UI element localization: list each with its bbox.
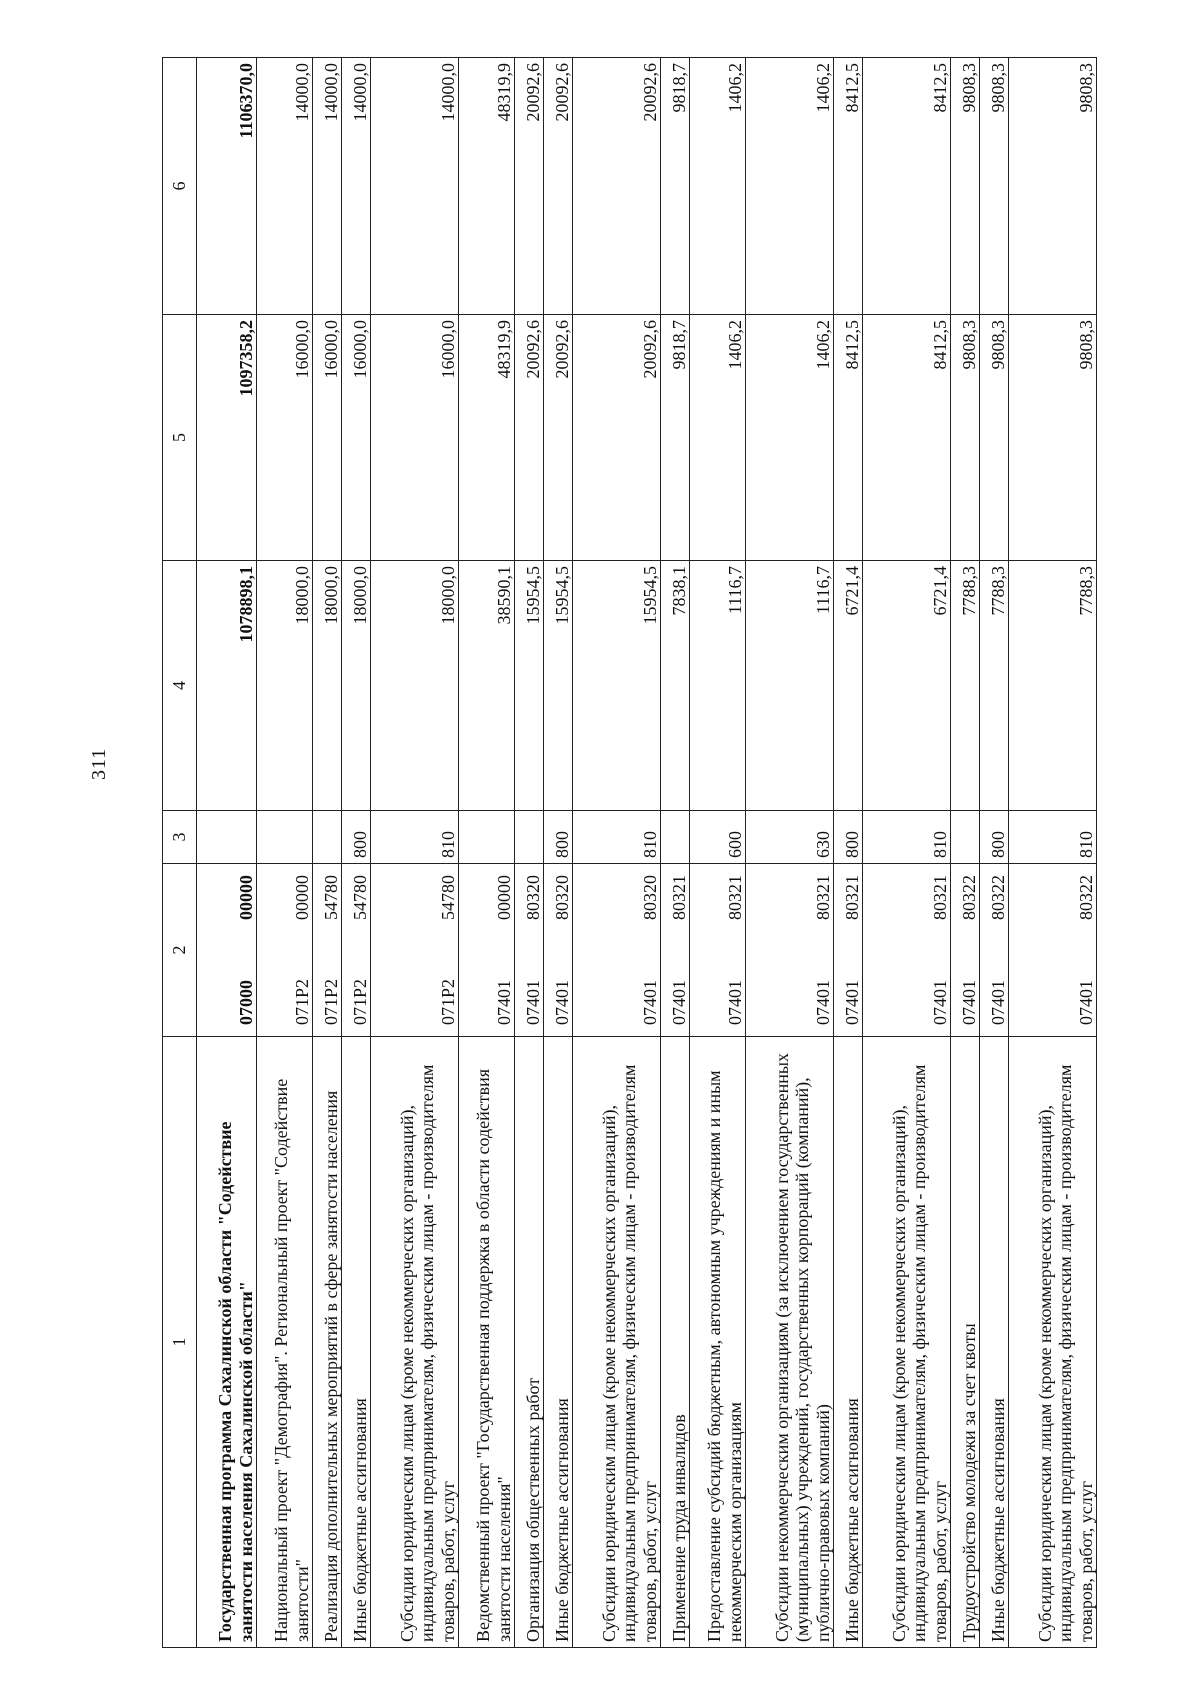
row-value-4: 18000,0 — [313, 561, 342, 811]
row-code-direction: 80320 — [551, 875, 572, 920]
row-value-4: 1116,7 — [690, 561, 746, 811]
row-expense-type — [951, 811, 980, 864]
row-value-6: 48319,9 — [459, 58, 515, 315]
row-code-parts — [236, 869, 256, 1031]
row-code-program: 07401 — [668, 980, 689, 1025]
row-expense-type: 800 — [342, 811, 371, 864]
table-row — [197, 58, 257, 1648]
row-name: Субсидии некоммерческим организациям (за исключением государственных (муниципальных) учреждений, государственных корпораций (компаний), публично-правовых компаний) — [746, 1037, 834, 1648]
row-expense-type — [459, 811, 515, 864]
table-body — [197, 58, 1097, 1648]
table-row — [313, 58, 342, 1648]
table-row — [834, 58, 863, 1648]
row-expense-type: 800 — [544, 811, 573, 864]
row-code-parts — [292, 869, 312, 1031]
row-code-parts — [959, 869, 979, 1031]
row-value-4: 7788,3 — [1009, 561, 1097, 811]
row-expense-type — [197, 811, 257, 864]
row-value-5: 9808,3 — [951, 315, 980, 561]
row-expense-type: 600 — [690, 811, 746, 864]
row-value-4: 18000,0 — [371, 561, 459, 811]
row-value-6: 9808,3 — [980, 58, 1009, 315]
row-value-5: 16000,0 — [257, 315, 313, 561]
row-value-4: 18000,0 — [342, 561, 371, 811]
row-code-program: 07401 — [493, 980, 514, 1025]
row-code-direction: 80321 — [812, 875, 833, 920]
row-code-direction: 00000 — [493, 875, 514, 920]
row-code-parts — [669, 869, 689, 1031]
row-name: Иные бюджетные ассигнования — [544, 1037, 573, 1648]
table-row — [661, 58, 690, 1648]
row-expense-type — [661, 811, 690, 864]
row-expense-type: 810 — [573, 811, 661, 864]
row-code-parts — [350, 869, 370, 1031]
row-code — [313, 864, 342, 1037]
row-value-5: 8412,5 — [834, 315, 863, 561]
table-row — [980, 58, 1009, 1648]
row-code-parts — [842, 869, 862, 1031]
row-name: Субсидии юридическим лицам (кроме некоммерческих организаций), индивидуальным предпринимателям, физическим лицам - производителям товаров, работ, услуг — [573, 1037, 661, 1648]
row-name: Применение труда инвалидов — [661, 1037, 690, 1648]
row-value-5: 9808,3 — [1009, 315, 1097, 561]
row-value-6: 1406,2 — [690, 58, 746, 315]
row-code-direction: 80322 — [958, 875, 979, 920]
col-header-value-5: 5 — [163, 315, 197, 561]
table-row — [951, 58, 980, 1648]
row-code-direction: 80322 — [987, 875, 1008, 920]
row-code-direction: 00000 — [235, 875, 256, 920]
row-value-6: 20092,6 — [544, 58, 573, 315]
row-code-parts — [813, 869, 833, 1031]
row-code — [690, 864, 746, 1037]
row-expense-type: 810 — [371, 811, 459, 864]
row-value-6: 14000,0 — [313, 58, 342, 315]
row-value-6: 9808,3 — [1009, 58, 1097, 315]
row-value-4: 7838,1 — [661, 561, 690, 811]
row-value-4: 15954,5 — [515, 561, 544, 811]
row-name: Иные бюджетные ассигнования — [834, 1037, 863, 1648]
row-code-program: 071P2 — [320, 978, 341, 1025]
row-code-program: 07000 — [235, 980, 256, 1025]
row-code-program: 07401 — [987, 980, 1008, 1025]
row-value-5: 1406,2 — [746, 315, 834, 561]
row-value-5: 20092,6 — [573, 315, 661, 561]
col-header-code: 2 — [163, 864, 197, 1037]
row-code-parts — [494, 869, 514, 1031]
table-row — [371, 58, 459, 1648]
row-value-6: 9808,3 — [951, 58, 980, 315]
row-expense-type: 630 — [746, 811, 834, 864]
row-code-parts — [523, 869, 543, 1031]
row-name: Предоставление субсидий бюджетным, автономным учреждениям и иным некоммерческим организациям — [690, 1037, 746, 1648]
col-header-name: 1 — [163, 1037, 197, 1648]
row-code-direction: 80321 — [724, 875, 745, 920]
row-expense-type — [257, 811, 313, 864]
row-value-6: 8412,5 — [834, 58, 863, 315]
row-code-parts — [1076, 869, 1096, 1031]
row-code — [342, 864, 371, 1037]
row-value-5: 8412,5 — [863, 315, 951, 561]
row-value-5: 20092,6 — [515, 315, 544, 561]
row-code-program: 071P2 — [349, 978, 370, 1025]
row-name: Иные бюджетные ассигнования — [980, 1037, 1009, 1648]
table-row — [1009, 58, 1097, 1648]
table-row — [863, 58, 951, 1648]
row-value-5: 48319,9 — [459, 315, 515, 561]
row-value-6: 14000,0 — [371, 58, 459, 315]
table-row — [342, 58, 371, 1648]
row-value-5: 16000,0 — [371, 315, 459, 561]
row-name: Субсидии юридическим лицам (кроме некоммерческих организаций), индивидуальным предпринимателям, физическим лицам - производителям товаров, работ, услуг — [371, 1037, 459, 1648]
row-code-program: 071P2 — [291, 978, 312, 1025]
row-code-program: 07401 — [1075, 980, 1096, 1025]
table-row — [515, 58, 544, 1648]
table-row — [746, 58, 834, 1648]
row-code-parts — [640, 869, 660, 1031]
row-value-5: 1097358,2 — [197, 315, 257, 561]
row-code-parts — [552, 869, 572, 1031]
row-code — [515, 864, 544, 1037]
row-value-4: 6721,4 — [834, 561, 863, 811]
row-code-parts — [988, 869, 1008, 1031]
row-code — [834, 864, 863, 1037]
row-code-direction: 80320 — [639, 875, 660, 920]
row-value-5: 16000,0 — [342, 315, 371, 561]
row-code-program: 07401 — [522, 980, 543, 1025]
row-value-6: 1406,2 — [746, 58, 834, 315]
row-code-program: 07401 — [551, 980, 572, 1025]
col-header-expense-type: 3 — [163, 811, 197, 864]
row-name: Иные бюджетные ассигнования — [342, 1037, 371, 1648]
row-code-direction: 80320 — [522, 875, 543, 920]
row-code — [1009, 864, 1097, 1037]
table-row — [257, 58, 313, 1648]
row-name: Трудоустройство молодежи за счет квоты — [951, 1037, 980, 1648]
row-code — [863, 864, 951, 1037]
row-value-6: 20092,6 — [515, 58, 544, 315]
row-value-4: 7788,3 — [980, 561, 1009, 811]
row-value-6: 1106370,0 — [197, 58, 257, 315]
row-value-4: 7788,3 — [951, 561, 980, 811]
row-code — [573, 864, 661, 1037]
row-expense-type — [313, 811, 342, 864]
row-code-parts — [321, 869, 341, 1031]
row-expense-type: 810 — [1009, 811, 1097, 864]
row-value-6: 8412,5 — [863, 58, 951, 315]
row-value-6: 14000,0 — [257, 58, 313, 315]
row-code — [257, 864, 313, 1037]
budget-table — [162, 57, 1097, 1648]
table-row — [573, 58, 661, 1648]
row-code-parts — [930, 869, 950, 1031]
row-code — [544, 864, 573, 1037]
row-code — [459, 864, 515, 1037]
row-code-program: 071P2 — [437, 978, 458, 1025]
row-name: Национальный проект "Демография". Региональный проект "Содействие занятости" — [257, 1037, 313, 1648]
row-value-6: 9818,7 — [661, 58, 690, 315]
row-code-program: 07401 — [812, 980, 833, 1025]
row-code — [980, 864, 1009, 1037]
row-code-program: 07401 — [929, 980, 950, 1025]
row-code — [371, 864, 459, 1037]
page-number: 311 — [88, 747, 110, 780]
row-value-4: 38590,1 — [459, 561, 515, 811]
row-name: Субсидии юридическим лицам (кроме некоммерческих организаций), индивидуальным предпринимателям, физическим лицам - производителям товаров, работ, услуг — [1009, 1037, 1097, 1648]
row-value-4: 18000,0 — [257, 561, 313, 811]
table-row — [544, 58, 573, 1648]
row-code-direction: 00000 — [291, 875, 312, 920]
row-value-4: 1116,7 — [746, 561, 834, 811]
table-row — [690, 58, 746, 1648]
row-code-direction: 80321 — [668, 875, 689, 920]
row-name: Ведомственный проект "Государственная поддержка в области содействия занятости населения" — [459, 1037, 515, 1648]
row-code-parts — [725, 869, 745, 1031]
row-code-direction: 80321 — [841, 875, 862, 920]
row-value-4: 15954,5 — [544, 561, 573, 811]
col-header-value-6: 6 — [163, 58, 197, 315]
row-expense-type — [515, 811, 544, 864]
row-value-5: 16000,0 — [313, 315, 342, 561]
row-value-4: 15954,5 — [573, 561, 661, 811]
row-value-5: 9818,7 — [661, 315, 690, 561]
row-code-direction: 54780 — [349, 875, 370, 920]
row-value-6: 20092,6 — [573, 58, 661, 315]
row-code-program: 07401 — [639, 980, 660, 1025]
row-name: Организация общественных работ — [515, 1037, 544, 1648]
table-header-row — [163, 58, 197, 1648]
row-code-direction: 54780 — [437, 875, 458, 920]
row-code-parts — [438, 869, 458, 1031]
row-expense-type: 800 — [834, 811, 863, 864]
row-name: Государственная программа Сахалинской области "Содействие занятости населения Сахалинской области" — [197, 1037, 257, 1648]
row-value-6: 14000,0 — [342, 58, 371, 315]
row-expense-type: 810 — [863, 811, 951, 864]
row-code-direction: 54780 — [320, 875, 341, 920]
row-value-4: 6721,4 — [863, 561, 951, 811]
row-name: Субсидии юридическим лицам (кроме некоммерческих организаций), индивидуальным предпринимателям, физическим лицам - производителям товаров, работ, услуг — [863, 1037, 951, 1648]
row-code-direction: 80322 — [1075, 875, 1096, 920]
row-value-5: 9808,3 — [980, 315, 1009, 561]
row-code — [197, 864, 257, 1037]
row-code-direction: 80321 — [929, 875, 950, 920]
row-value-5: 20092,6 — [544, 315, 573, 561]
row-code-program: 07401 — [841, 980, 862, 1025]
row-name: Реализация дополнительных мероприятий в сфере занятости населения — [313, 1037, 342, 1648]
row-code — [951, 864, 980, 1037]
table-row — [459, 58, 515, 1648]
row-code-program: 07401 — [724, 980, 745, 1025]
row-expense-type: 800 — [980, 811, 1009, 864]
row-value-5: 1406,2 — [690, 315, 746, 561]
col-header-value-4: 4 — [163, 561, 197, 811]
row-code — [746, 864, 834, 1037]
row-code-program: 07401 — [958, 980, 979, 1025]
row-code — [661, 864, 690, 1037]
row-value-4: 1078898,1 — [197, 561, 257, 811]
rotated-table-container — [162, 58, 1096, 1648]
